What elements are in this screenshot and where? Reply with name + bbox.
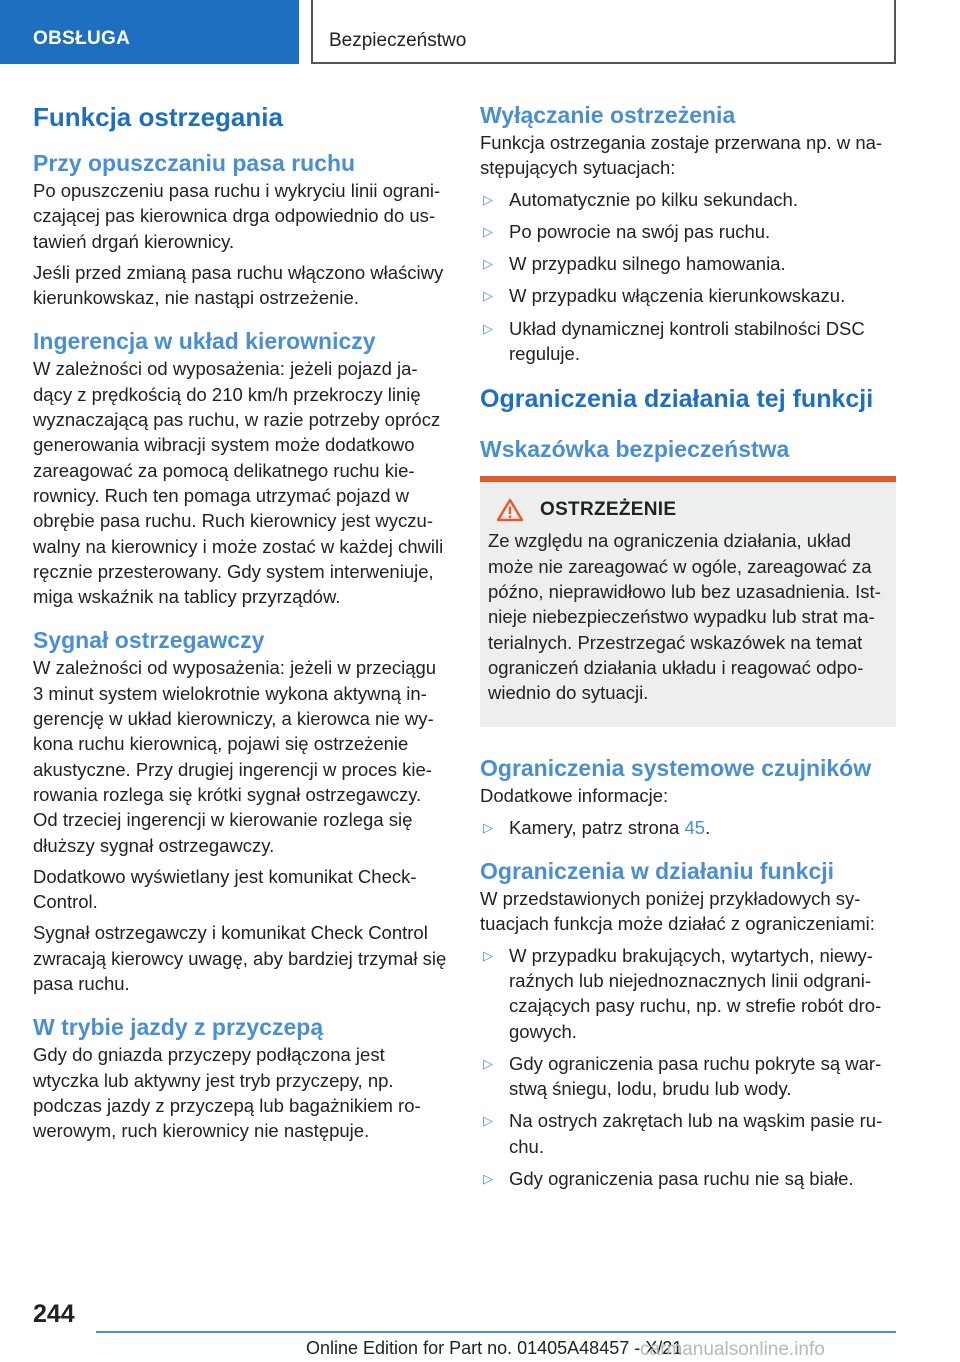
warning-header (496, 498, 888, 522)
section-title-function-limits: Ograniczenia działania tej funkcji (480, 385, 874, 414)
heading-disable-warning: Wyłączanie ostrzeżenia (480, 102, 736, 128)
paragraph: Dodatkowe informacje: (480, 785, 669, 807)
right-column (480, 100, 896, 1199)
warning-triangle-icon (496, 498, 524, 522)
section-tab: OBSŁUGA (0, 0, 299, 64)
heading-steering-intervention: Ingerencja w układ kierowniczy (33, 328, 376, 355)
list-item: ▷ Gdy ograniczenia pasa ruchu nie są białe. (480, 1166, 896, 1191)
heading-safety-note: Wskazówka bezpieczeństwa (480, 436, 790, 463)
page-reference-link[interactable]: 45 (684, 816, 706, 838)
footer-edition: Online Edition for Part no. 01405A48457 - X/21 (306, 1338, 683, 1358)
triangle-bullet-icon: ▷ (483, 947, 493, 963)
list-item: ▷ Gdy ograniczenia pasa ruchu pokryte są warstwą śniegu, lodu, brudu lub wody. (483, 1052, 882, 1100)
page-number: 244 (33, 1300, 75, 1328)
bullet-list (480, 187, 896, 367)
heading-lane-departure: Przy opuszczaniu pasa ruchu (33, 150, 356, 176)
section-title-warning-function: Funkcja ostrzegania (33, 102, 283, 132)
heading-function-limits: Ograniczenia w działaniu funkcji (480, 858, 835, 885)
triangle-bullet-icon: ▷ (483, 320, 493, 336)
paragraph: W przedstawionych poniżej przykładowych sytuacjach funkcja może działać z ograniczeniami: (480, 888, 875, 935)
bullet-list (480, 815, 896, 840)
triangle-bullet-icon: ▷ (483, 223, 493, 239)
chapter-title: Bezpieczeństwo (329, 30, 467, 51)
paragraph: Sygnał ostrzegawczy i komunikat Check Control zwracają kierowcy uwagę, aby bardziej trzymał się pasa ruchu. (33, 922, 447, 995)
paragraph: W zależności od wyposażenia: jeżeli w przeciągu 3 minut system wielokrotnie wykona aktywną ingerencję w układ kierowniczy, a kierowca nie wykona ruchu kierownicą, pojawi się ostrzeżenie akustyczne. Przy drugiej ingerencji w proces kierowania rozlega się krótki sygnał ostrzegawczy. Od trzeciej ingerencji w kierowanie rozlega się dłuższy sygnał ostrzegawczy. (33, 657, 437, 856)
triangle-bullet-icon: ▷ (483, 1113, 493, 1129)
warning-text: Ze względu na ograniczenia działania, układ może nie zareagować w ogóle, zareagować za późno, nieprawidłowo lub bez uzasadnienia. Istnieje niebezpieczeństwo wypadku lub strat materialnych. Przestrzegać wskazówek na temat ograniczeń działania układu i reagować odpowiednio do sytuacji. (488, 530, 881, 704)
triangle-bullet-icon: ▷ (483, 1055, 493, 1071)
warning-box (480, 476, 896, 727)
list-item: ▷ Na ostrych zakrętach lub na wąskim pasie ruchu. (483, 1110, 883, 1157)
warning-title: OSTRZEŻENIE (540, 499, 677, 521)
triangle-bullet-icon: ▷ (483, 288, 493, 304)
list-item: ▷ Układ dynamicznej kontroli stabilności DSC reguluje. (483, 317, 865, 365)
paragraph: Jeśli przed zmianą pasa ruchu włączono właściwy kierunkowskaz, nie nastąpi ostrzeżenie. (33, 261, 444, 309)
list-item: ▷ W przypadku brakujących, wytartych, niewyraźnych lub niejednoznacznych linii odgraniczających pasy ruchu, np. w strefie robót drogowych. (483, 944, 882, 1042)
list-item: ▷ W przypadku włączenia kierunkowskazu. (480, 283, 896, 308)
paragraph: Funkcja ostrzegania zostaje przerwana np. w następujących sytuacjach: (480, 132, 883, 179)
footer-divider (96, 1331, 896, 1333)
heading-trailer-mode: W trybie jazdy z przyczepą (33, 1014, 324, 1041)
watermark: carmanualsonline.info (640, 1339, 825, 1360)
triangle-bullet-icon: ▷ (483, 819, 493, 835)
heading-warning-signal: Sygnał ostrzegawczy (33, 627, 265, 654)
list-item: ▷ Automatycznie po kilku sekundach. (480, 187, 896, 212)
chapter-header (311, 0, 896, 64)
triangle-bullet-icon: ▷ (483, 1171, 493, 1187)
list-item: ▷ Po powrocie na swój pas ruchu. (480, 219, 896, 244)
heading-sensor-limits: Ograniczenia systemowe czujników (480, 755, 872, 782)
paragraph: Dodatkowo wyświetlany jest komunikat Check-Control. (33, 865, 417, 913)
paragraph: Po opuszczeniu pasa ruchu i wykryciu linii ograniczającej pas kierownica drga odpowiednio do ustawień drgań kierownicy. (33, 180, 441, 252)
left-column (33, 100, 449, 1150)
bullet-list (480, 943, 896, 1192)
paragraph: Gdy do gniazda przyczepy podłączona jest wtyczka lub aktywny jest tryb przyczepy, np. podczas jazdy z przyczepą lub bagażnikiem rowerowym, ruch kierownicy nie następuje. (33, 1044, 421, 1142)
paragraph: W zależności od wyposażenia: jeżeli pojazd jadący z prędkością do 210 km/h przekroczy linię wyznaczającą pas ruchu, w razie potrzeby oprócz generowania wibracji system może dodatkowo zareagować za pomocą delikatnego ruchu kierownicy. Ruch ten pomaga utrzymać pojazd w obrębie pasa ruchu. Ruch kierownicy jest wyczuwalny na kierownicy i może zostać w każdej chwili ręcznie przesterowany. Gdy system interweniuje, miga wskaźnik na tablicy przyrządów. (33, 358, 444, 608)
triangle-bullet-icon: ▷ (483, 191, 493, 207)
list-item: ▷ W przypadku silnego hamowania. (480, 251, 896, 276)
triangle-bullet-icon: ▷ (483, 256, 493, 272)
list-item: ▷ Kamery, patrz strona 45. (480, 815, 896, 840)
